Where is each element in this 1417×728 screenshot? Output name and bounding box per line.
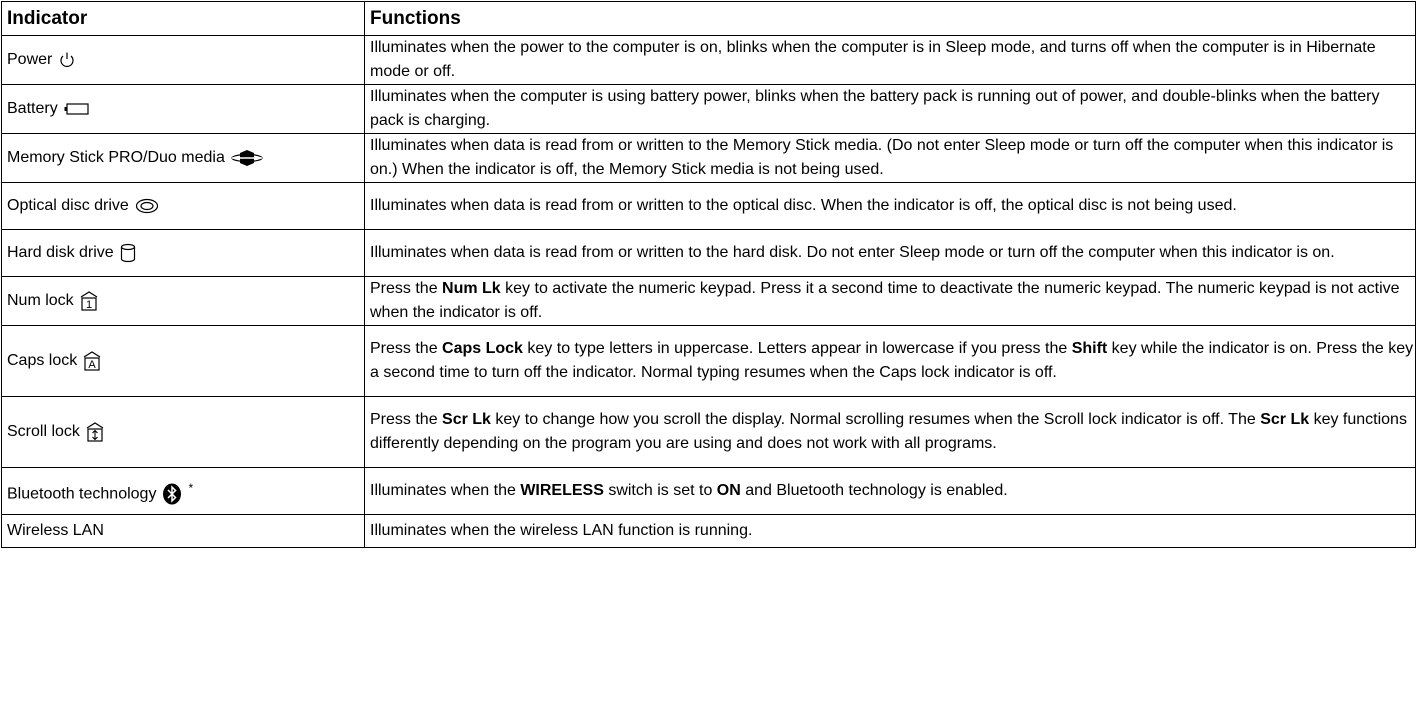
description-text: key to change how you scroll the display. Normal scrolling resumes when the Scroll lock indicator is off. The bbox=[490, 411, 1261, 428]
svg-text:A: A bbox=[88, 358, 96, 371]
description-text: Press the bbox=[370, 411, 443, 428]
indicator-cell bbox=[2, 36, 365, 85]
description-text: key functions differently depending on the program you are using and does not work with all programs. bbox=[370, 411, 1407, 452]
function-description bbox=[365, 515, 1416, 548]
function-description bbox=[365, 277, 1416, 326]
function-description bbox=[365, 326, 1416, 397]
function-description bbox=[365, 468, 1416, 515]
optical-disc-icon bbox=[135, 198, 159, 214]
footnote-marker: * bbox=[188, 480, 194, 495]
key-name: Shift bbox=[1071, 340, 1108, 357]
indicator-name: Optical disc drive bbox=[7, 197, 129, 214]
indicator-name: Hard disk drive bbox=[7, 244, 114, 261]
table-row bbox=[2, 326, 1416, 397]
function-description bbox=[365, 397, 1416, 468]
battery-icon bbox=[64, 102, 90, 116]
description-text: key to type letters in uppercase. Letters appear in lowercase if you press the bbox=[522, 340, 1072, 357]
table-row bbox=[2, 36, 1416, 85]
key-name: ON bbox=[716, 482, 741, 499]
indicator-name: Memory Stick PRO/Duo media bbox=[7, 149, 225, 166]
description-text: key to activate the numeric keypad. Press it a second time to deactivate the numeric keypad. The numeric keypad is not active when the indicator is off. bbox=[370, 280, 1400, 321]
indicator-cell bbox=[2, 468, 365, 515]
function-description bbox=[365, 183, 1416, 230]
function-description bbox=[365, 134, 1416, 183]
indicator-cell bbox=[2, 277, 365, 326]
indicator-name: Num lock bbox=[7, 292, 74, 309]
indicator-name: Wireless LAN bbox=[7, 522, 104, 539]
table-row bbox=[2, 230, 1416, 277]
hard-disk-icon bbox=[120, 243, 136, 263]
caps-lock-icon bbox=[83, 351, 101, 371]
description-text: Illuminates when the wireless LAN function is running. bbox=[370, 522, 753, 539]
description-text: Illuminates when data is read from or written to the optical disc. When the indicator is off, the optical disc is not being used. bbox=[370, 197, 1237, 214]
key-name: WIRELESS bbox=[520, 482, 604, 499]
functions-column-header: Functions bbox=[365, 2, 1416, 36]
description-text: and Bluetooth technology is enabled. bbox=[740, 482, 1008, 499]
indicator-cell bbox=[2, 397, 365, 468]
indicator-cell bbox=[2, 85, 365, 134]
description-text: Illuminates when the power to the computer is on, blinks when the computer is in Sleep mode, and turns off when the computer is in Hibernate mode or off. bbox=[370, 39, 1376, 80]
table-header-row bbox=[2, 2, 1416, 36]
indicator-column-header: Indicator bbox=[2, 2, 365, 36]
description-text: Press the bbox=[370, 340, 443, 357]
description-text: switch is set to bbox=[603, 482, 717, 499]
key-name: Caps Lock bbox=[442, 340, 523, 357]
function-description bbox=[365, 36, 1416, 85]
description-text: Illuminates when the bbox=[370, 482, 521, 499]
table-row bbox=[2, 134, 1416, 183]
function-description bbox=[365, 230, 1416, 277]
indicator-cell bbox=[2, 183, 365, 230]
indicator-name: Bluetooth technology bbox=[7, 485, 157, 503]
svg-text:1: 1 bbox=[85, 298, 92, 311]
indicator-cell bbox=[2, 134, 365, 183]
scroll-lock-icon bbox=[86, 422, 104, 442]
indicator-cell bbox=[2, 326, 365, 397]
table-row bbox=[2, 277, 1416, 326]
bluetooth-icon bbox=[162, 483, 182, 505]
table-row bbox=[2, 85, 1416, 134]
key-name: Scr Lk bbox=[1260, 411, 1310, 428]
indicator-name: Scroll lock bbox=[7, 423, 80, 440]
indicator-cell bbox=[2, 230, 365, 277]
table-row bbox=[2, 183, 1416, 230]
indicator-cell bbox=[2, 515, 365, 548]
description-text: Illuminates when data is read from or written to the hard disk. Do not enter Sleep mode or turn off the computer when this indicator is on. bbox=[370, 244, 1335, 261]
description-text: key while the indicator is on. Press the key a second time to turn off the indicator. Normal typing resumes when the Caps lock indicator is off. bbox=[370, 340, 1414, 381]
description-text: Press the bbox=[370, 280, 443, 297]
indicator-name: Battery bbox=[7, 100, 58, 117]
table-row bbox=[2, 515, 1416, 548]
memory-stick-icon bbox=[231, 149, 263, 167]
num-lock-icon bbox=[80, 291, 98, 311]
table-row bbox=[2, 397, 1416, 468]
key-name: Num Lk bbox=[442, 280, 501, 297]
indicator-name: Power bbox=[7, 51, 53, 68]
indicator-name: Caps lock bbox=[7, 352, 78, 369]
table-row bbox=[2, 468, 1416, 515]
indicator-table bbox=[1, 1, 1416, 548]
function-description bbox=[365, 85, 1416, 134]
description-text: Illuminates when data is read from or written to the Memory Stick media. (Do not enter Sleep mode or turn off the computer when this indicator is on.) When the indicator is off, the Memory Stick media is not being used. bbox=[370, 137, 1394, 178]
power-icon bbox=[58, 51, 76, 69]
key-name: Scr Lk bbox=[442, 411, 491, 428]
description-text: Illuminates when the computer is using battery power, blinks when the battery pack is running out of power, and double-blinks when the battery pack is charging. bbox=[370, 88, 1380, 129]
